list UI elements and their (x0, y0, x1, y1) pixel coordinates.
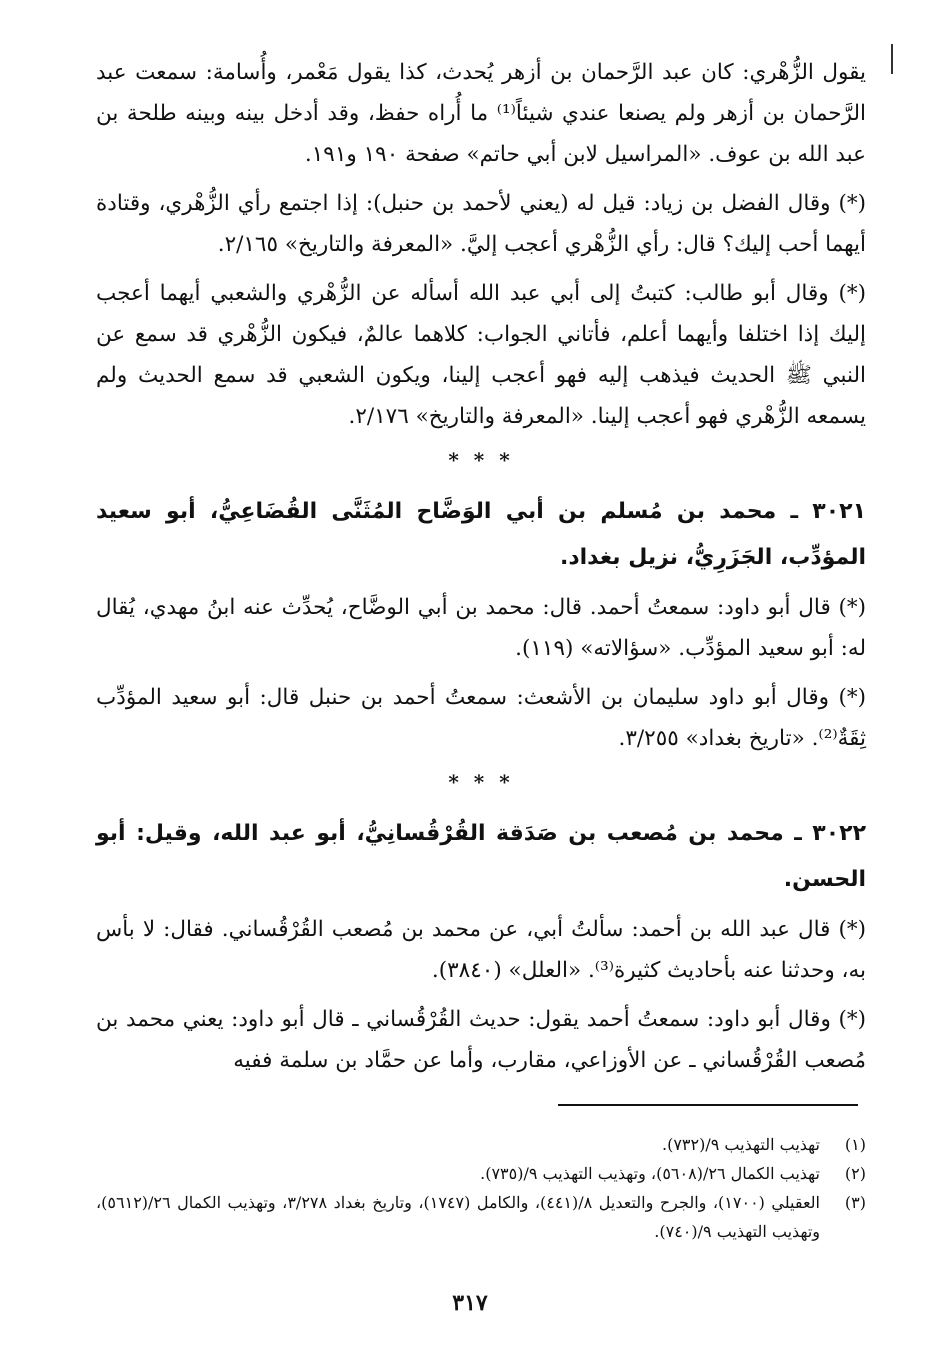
footnote-text: تهذيب التهذيب ٩/(٧٣٢). (662, 1135, 820, 1154)
footnote-divider (558, 1104, 858, 1106)
footnote-number: (٣) (844, 1193, 866, 1212)
entry-heading-3022: ٣٠٢٢ ـ محمد بن مُصعب بن صَدَقة القُرْقُسانِيُّ، أبو عبد الله، وقيل: أبو الحسن. (96, 821, 866, 892)
footnotes (96, 1130, 866, 1246)
page-number: ٣١٧ (452, 1290, 488, 1316)
paragraph-abu-talib: (*) وقال أبو طالب: كتبتُ إلى أبي عبد الله أسأله عن الزُّهْري والشعبي أيهما أعجب إليك إذا اختلفا وأيهما أعلم، فأتاني الجواب: كلاهما عالمٌ، فيكون الزُّهْري قد سمع عن النبي ﷺ الحديث فيذهب إليه فهو أعجب إلينا، ويكون الشعبي قد سمع الحديث ولم يسمعه الزُّهْري فهو أعجب إلينا. «المعرفة والتاريخ» ٢/١٧٦. (96, 281, 866, 429)
footnote-item (96, 1159, 866, 1188)
section-separator: * * * (448, 770, 514, 794)
footnote-item (96, 1130, 866, 1159)
footnote-number: (٢) (844, 1164, 866, 1183)
paragraph-3022-abu-dawud: (*) وقال أبو داود: سمعتُ أحمد يقول: حديث القُرْقُساني ـ قال أبو داود: يعني محمد بن مُصعب القُرْقُساني ـ عن الأوزاعي، مقارب، وأما عن حمَّاد بن سلمة ففيه (96, 1007, 866, 1073)
paragraph-3021-sulayman: (*) وقال أبو داود سليمان بن الأشعث: سمعتُ أحمد بن حنبل قال: أبو سعيد المؤدِّب ثِقَةٌ⁽²⁾. «تاريخ بغداد» ٣/٢٥٥. (96, 685, 866, 751)
page-body (96, 52, 866, 1089)
footnote-text: العقيلي (١٧٠٠)، والجرح والتعديل ٨/(٤٤١)، والكامل (١٧٤٧)، وتاريخ بغداد ٣/٢٧٨، وتهذيب الكمال ٢٦/(٥٦١٢)، وتهذيب التهذيب ٩/(٧٤٠). (96, 1193, 821, 1241)
footnote-text: تهذيب الكمال ٢٦/(٥٦٠٨)، وتهذيب التهذيب ٩/(٧٣٥). (480, 1164, 820, 1183)
entry-heading-3021: ٣٠٢١ ـ محمد بن مُسلم بن أبي الوَضَّاح المُثَنَّى القُضَاعِيُّ، أبو سعيد المؤدِّب، الجَزَرِيُّ، نزيل بغداد. (96, 499, 866, 570)
paragraph-fadl-ibn-ziyad: (*) وقال الفضل بن زياد: قيل له (يعني لأحمد بن حنبل): إذا اجتمع رأي الزُّهْري، وقتادة أيهما أحب إليك؟ قال: رأي الزُّهْري أعجب إليَّ. «المعرفة والتاريخ» ٢/١٦٥. (96, 191, 866, 257)
paragraph-3021-abu-dawud: (*) قال أبو داود: سمعتُ أحمد. قال: محمد بن أبي الوضَّاح، يُحدِّث عنه ابنُ مهدي، يُقال له: أبو سعيد المؤدِّب. «سؤالاته» (١١٩). (96, 595, 866, 661)
paragraph-3022-abdullah: (*) قال عبد الله بن أحمد: سألتُ أبي، عن محمد بن مُصعب القُرْقُساني. فقال: لا بأس به، وحدثنا عنه بأحاديث كثيرة⁽³⁾. «العلل» (٣٨٤٠). (96, 917, 866, 983)
section-separator: * * * (448, 448, 514, 472)
footnote-item (96, 1188, 866, 1246)
margin-mark (891, 44, 893, 74)
paragraph-zuhri-abdurrahman: يقول الزُّهْري: كان عبد الرَّحمان بن أزهر يُحدث، كذا يقول مَعْمر، وأُسامة: سمعت عبد الرَّحمان بن أزهر ولم يصنعا عندي شيئاً⁽¹⁾ ما أُراه حفظ، وقد أدخل بينه وبينه طلحة بن عبد الله بن عوف. «المراسيل لابن أبي حاتم» صفحة ١٩٠ و١٩١. (96, 60, 866, 167)
footnote-number: (١) (844, 1135, 866, 1154)
